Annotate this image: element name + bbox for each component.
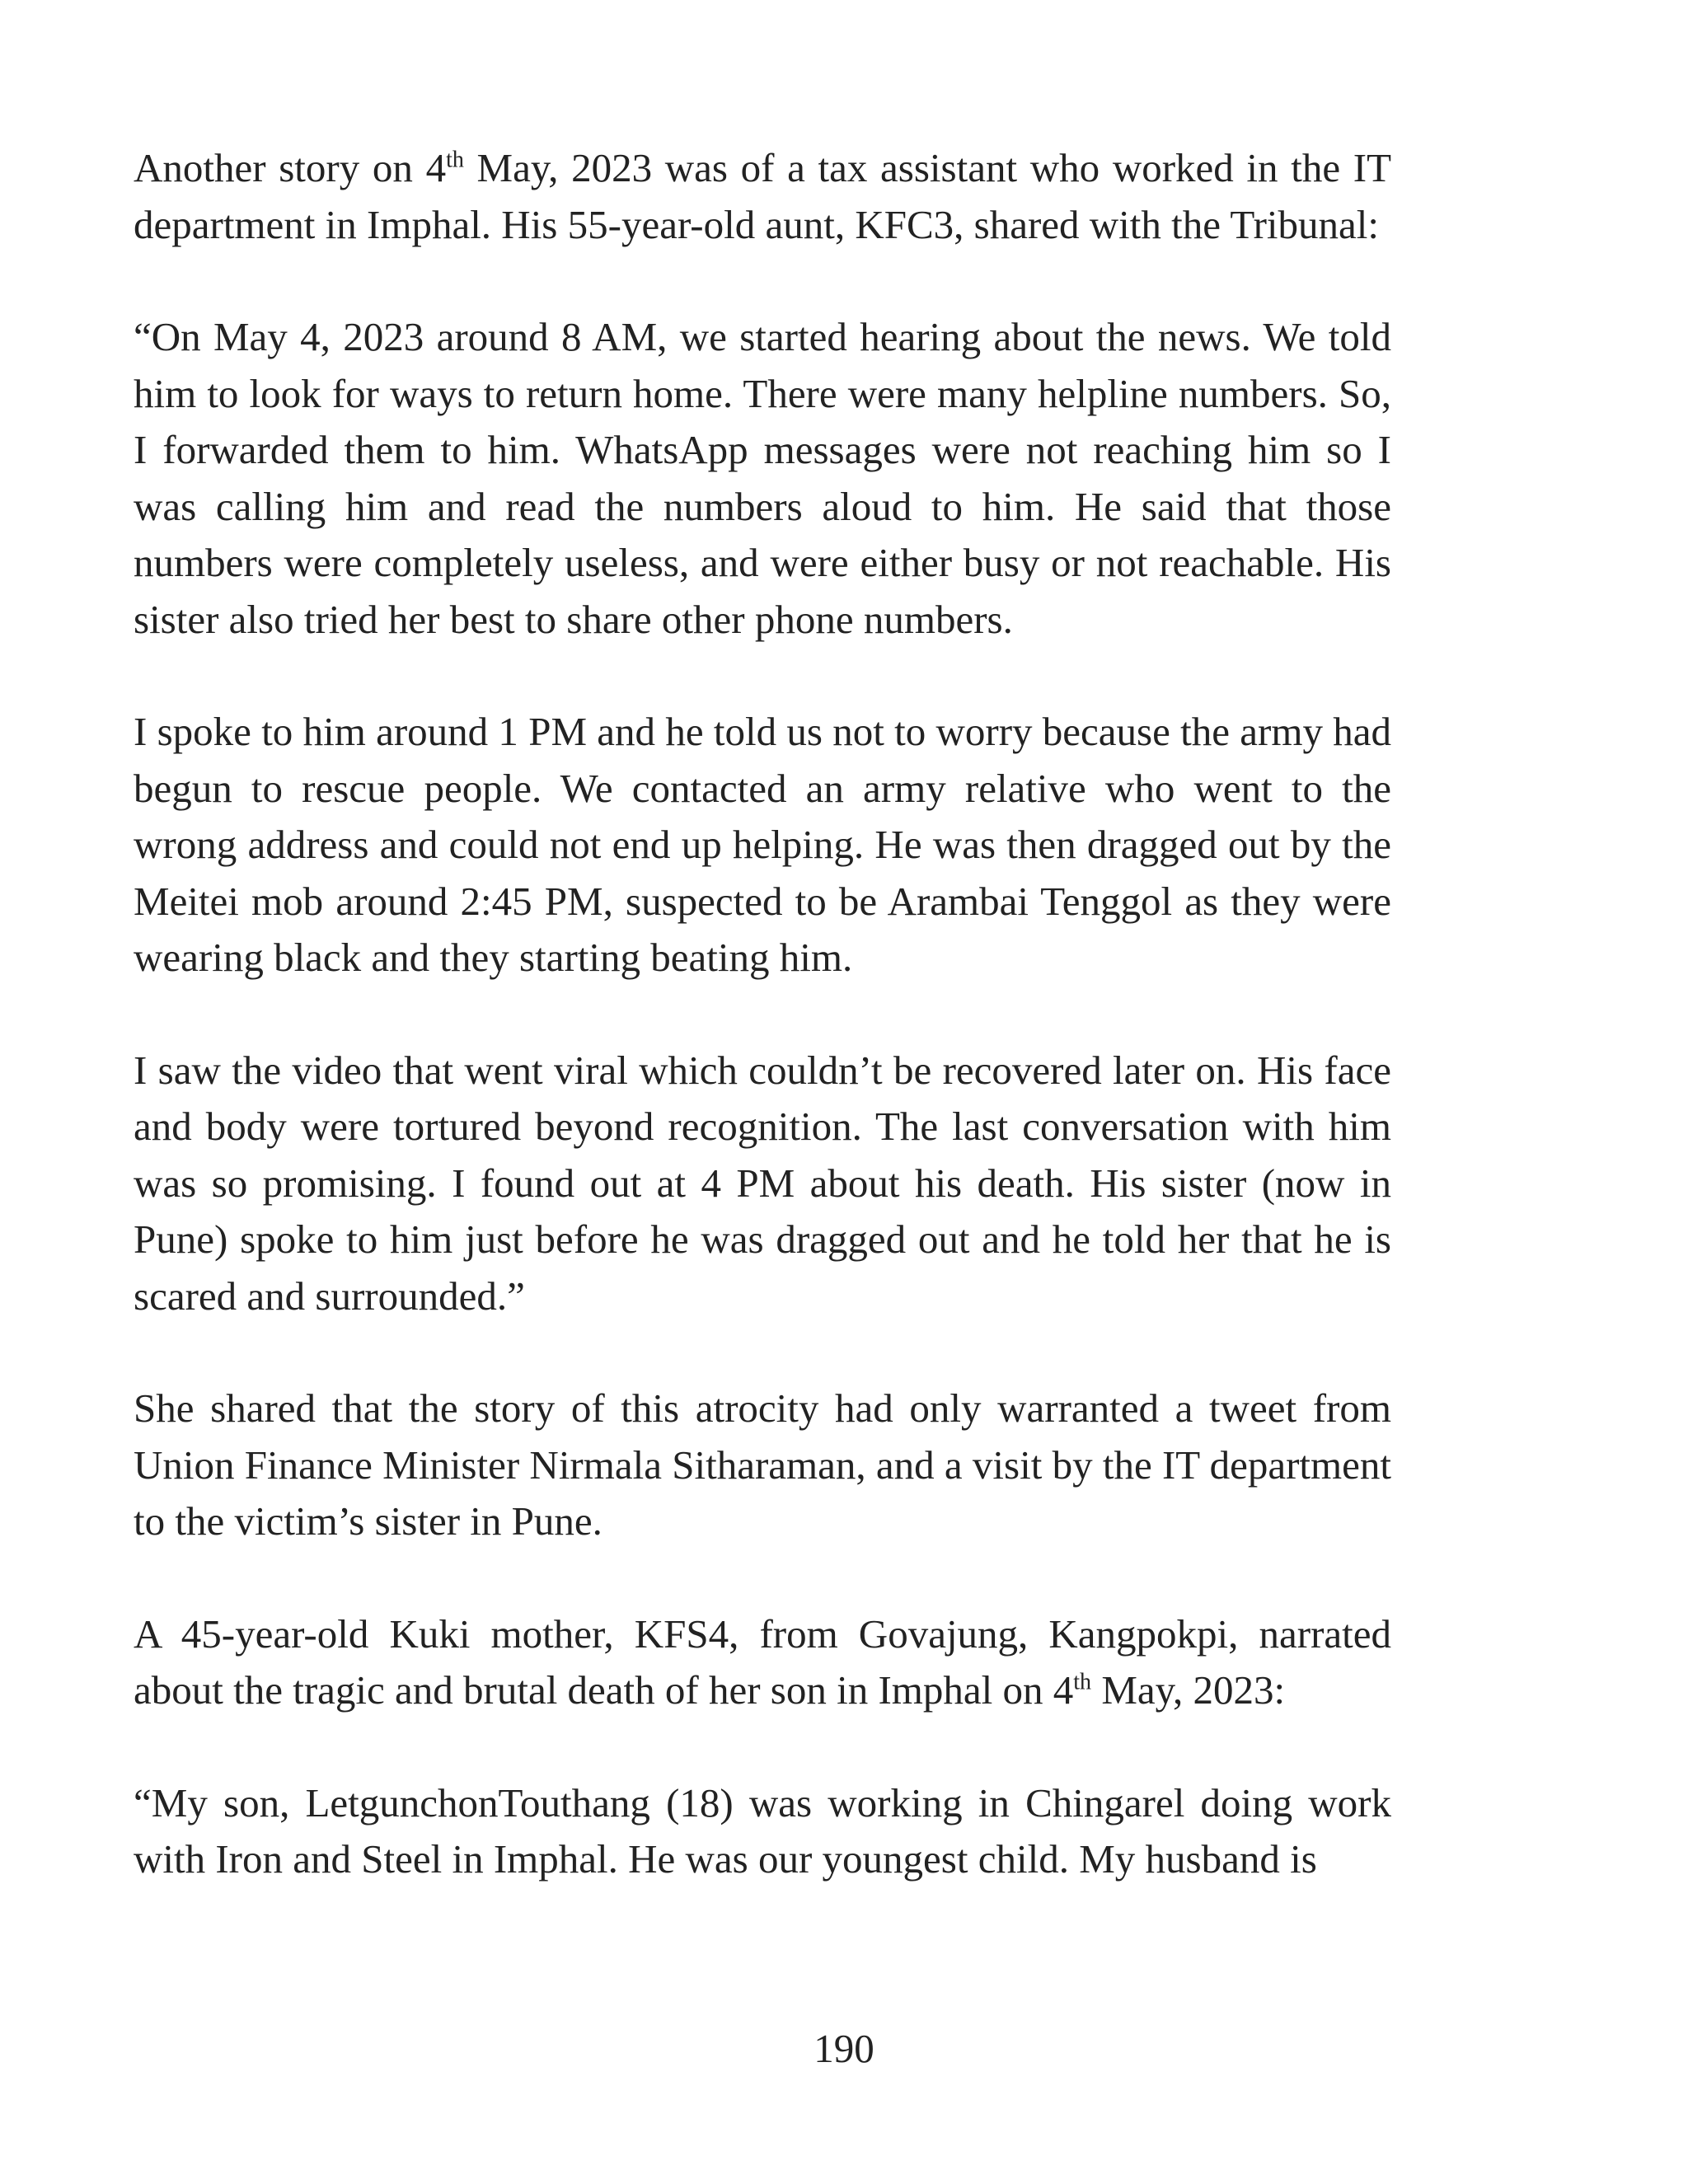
- paragraph-1: [134, 140, 1391, 253]
- paragraph-5: She shared that the story of this atrocity had only warranted a tweet from Union Finance Minister Nirmala Sitharaman, and a visit by the IT department to the victim’s sister in Pune.: [134, 1385, 1391, 1544]
- paragraph-7: “My son, LetgunchonTouthang (18) was working in Chingarel doing work with Iron and Steel in Imphal. He was our youngest child. My husband is: [134, 1779, 1391, 1882]
- page-body: [134, 140, 1391, 1944]
- paragraph-4: I saw the video that went viral which couldn’t be recovered later on. His face and body were tortured beyond recognition. The last conversation with him was so promising. I found out at 4 PM about his death. His sister (now in Pune) spoke to him just before he was dragged out and he told her that he is scared and surrounded.”: [134, 1047, 1391, 1319]
- paragraph-3: I spoke to him around 1 PM and he told us not to worry because the army had begun to rescue people. We contacted an army relative who went to the wrong address and could not end up helping. He was then dragged out by the Meitei mob around 2:45 PM, suspected to be Arambai Tenggol as they were wearing black and they starting beating him.: [134, 709, 1391, 980]
- ordinal-superscript: th: [1073, 1669, 1092, 1695]
- paragraph-6-text-end: May, 2023:: [1091, 1667, 1286, 1713]
- paragraph-1-text-start: Another story on 4: [134, 145, 447, 190]
- ordinal-superscript: th: [446, 147, 464, 173]
- paragraph-6-text-start: A 45-year-old Kuki mother, KFS4, from Govajung, Kangpokpi, narrated about the tragic and brutal death of her son in Imphal on 4: [134, 1610, 1391, 1713]
- paragraph-6: [134, 1606, 1391, 1719]
- paragraph-2: “On May 4, 2023 around 8 AM, we started hearing about the news. We told him to look for ways to return home. There were many helpline numbers. So, I forwarded them to him. WhatsApp messages were not reaching him so I was calling him and read the numbers aloud to him. He said that those numbers were completely useless, and were either busy or not reachable. His sister also tried her best to share other phone numbers.: [134, 314, 1391, 642]
- page-number: 190: [814, 2026, 874, 2071]
- paragraph-1-text-end: May, 2023 was of a tax assistant who worked in the IT department in Imphal. His 55-year-old aunt, KFC3, shared with the Tribunal:: [134, 145, 1391, 247]
